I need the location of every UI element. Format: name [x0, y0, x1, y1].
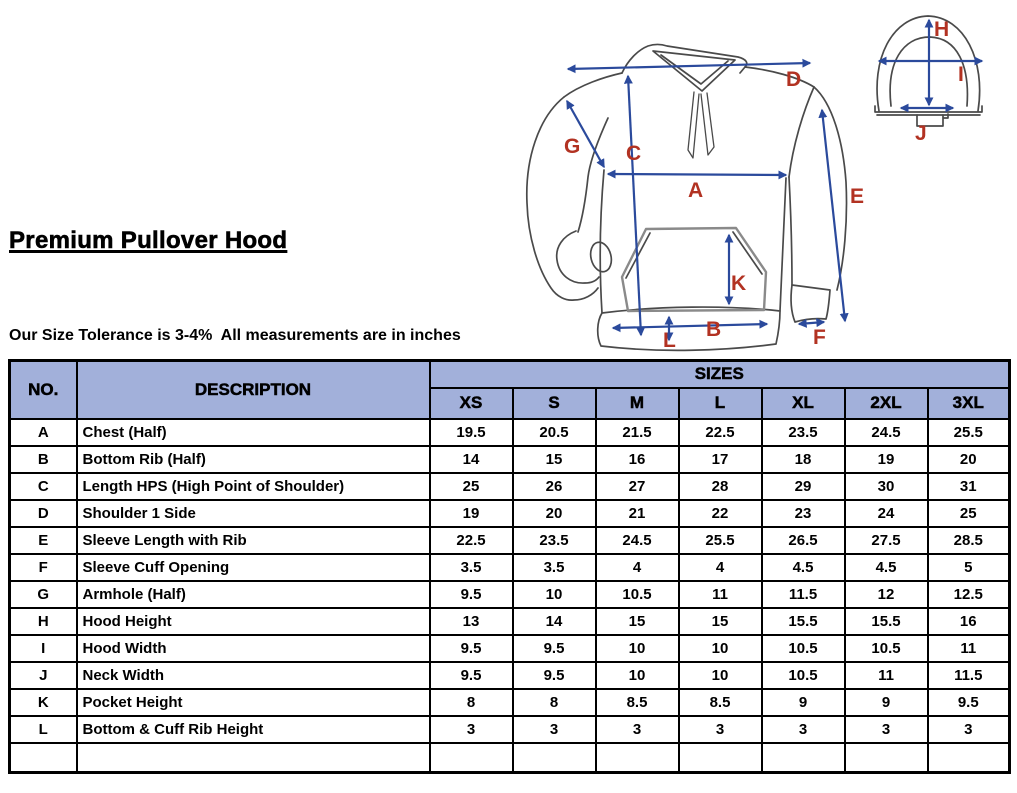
row-letter: F	[10, 554, 77, 581]
row-value: 16	[928, 608, 1010, 635]
row-value: 11	[928, 635, 1010, 662]
row-value: 12.5	[928, 581, 1010, 608]
row-value: 10	[596, 662, 679, 689]
row-value: 26.5	[762, 527, 845, 554]
row-value: 19	[430, 500, 513, 527]
label-i: I	[958, 63, 964, 86]
row-value: 3	[596, 716, 679, 743]
row-value: 24	[845, 500, 928, 527]
row-value: 10	[679, 662, 762, 689]
col-header-l: L	[679, 388, 762, 419]
row-value: 3	[928, 716, 1010, 743]
row-value: 17	[679, 446, 762, 473]
row-value: 20.5	[513, 419, 596, 446]
row-value: 9.5	[430, 662, 513, 689]
table-row	[10, 473, 1010, 500]
arrow-a	[608, 174, 786, 175]
measurement-arrows	[567, 20, 982, 340]
row-value: 25	[928, 500, 1010, 527]
row-value: 9.5	[430, 635, 513, 662]
table-row	[10, 689, 1010, 716]
row-value: 19.5	[430, 419, 513, 446]
row-value: 10	[679, 635, 762, 662]
table-row	[10, 554, 1010, 581]
empty-cell	[596, 743, 679, 773]
label-k: K	[731, 272, 747, 295]
empty-cell	[10, 743, 77, 773]
sizes-title-row	[10, 361, 1010, 388]
row-value: 21.5	[596, 419, 679, 446]
row-value: 4.5	[762, 554, 845, 581]
row-description: Bottom Rib (Half)	[77, 446, 430, 473]
row-description: Armhole (Half)	[77, 581, 430, 608]
row-value: 28.5	[928, 527, 1010, 554]
row-description: Shoulder 1 Side	[77, 500, 430, 527]
col-header-no: NO.	[10, 361, 77, 419]
row-value: 10	[596, 635, 679, 662]
label-b: B	[706, 318, 722, 341]
row-value: 18	[762, 446, 845, 473]
empty-cell	[845, 743, 928, 773]
label-h: H	[934, 18, 950, 41]
row-value: 20	[513, 500, 596, 527]
label-g: G	[564, 135, 581, 158]
row-value: 25	[430, 473, 513, 500]
row-letter: J	[10, 662, 77, 689]
table-row	[10, 716, 1010, 743]
label-c: C	[626, 142, 642, 165]
row-value: 29	[762, 473, 845, 500]
size-table-header	[10, 361, 1010, 419]
row-value: 31	[928, 473, 1010, 500]
table-row	[10, 527, 1010, 554]
label-e: E	[850, 185, 865, 208]
row-description: Pocket Height	[77, 689, 430, 716]
row-value: 23.5	[762, 419, 845, 446]
row-letter: H	[10, 608, 77, 635]
row-value: 25.5	[928, 419, 1010, 446]
row-value: 22.5	[679, 419, 762, 446]
row-value: 3.5	[430, 554, 513, 581]
row-description: Hood Width	[77, 635, 430, 662]
row-description: Neck Width	[77, 662, 430, 689]
row-value: 11	[679, 581, 762, 608]
row-value: 25.5	[679, 527, 762, 554]
row-value: 27.5	[845, 527, 928, 554]
table-row	[10, 419, 1010, 446]
pocket-outline	[622, 228, 766, 311]
row-value: 4	[596, 554, 679, 581]
row-value: 9.5	[430, 581, 513, 608]
row-value: 19	[845, 446, 928, 473]
col-header-description: DESCRIPTION	[77, 361, 430, 419]
row-value: 12	[845, 581, 928, 608]
row-value: 8	[513, 689, 596, 716]
table-row	[10, 581, 1010, 608]
row-value: 15.5	[762, 608, 845, 635]
row-letter: E	[10, 527, 77, 554]
row-value: 3.5	[513, 554, 596, 581]
arrow-b	[613, 324, 767, 328]
row-value: 15.5	[845, 608, 928, 635]
row-value: 8	[430, 689, 513, 716]
row-value: 27	[596, 473, 679, 500]
empty-cell	[430, 743, 513, 773]
table-row	[10, 446, 1010, 473]
row-value: 9	[762, 689, 845, 716]
label-f: F	[813, 326, 826, 349]
table-row	[10, 662, 1010, 689]
row-value: 24.5	[596, 527, 679, 554]
col-header-m: M	[596, 388, 679, 419]
arrow-f	[799, 322, 824, 324]
row-value: 9	[845, 689, 928, 716]
row-value: 15	[596, 608, 679, 635]
row-value: 11.5	[928, 662, 1010, 689]
row-value: 3	[762, 716, 845, 743]
empty-cell	[77, 743, 430, 773]
arrow-c	[628, 76, 641, 335]
row-value: 20	[928, 446, 1010, 473]
empty-cell	[928, 743, 1010, 773]
col-header-xl: XL	[762, 388, 845, 419]
row-value: 3	[430, 716, 513, 743]
tolerance-note: Our Size Tolerance is 3-4% All measurements are in inches	[9, 327, 461, 344]
col-header-xs: XS	[430, 388, 513, 419]
row-value: 21	[596, 500, 679, 527]
row-value: 23	[762, 500, 845, 527]
col-header-s: S	[513, 388, 596, 419]
row-description: Chest (Half)	[77, 419, 430, 446]
row-value: 26	[513, 473, 596, 500]
row-value: 9.5	[928, 689, 1010, 716]
row-description: Sleeve Length with Rib	[77, 527, 430, 554]
row-description: Hood Height	[77, 608, 430, 635]
row-value: 24.5	[845, 419, 928, 446]
arrow-d	[568, 63, 810, 69]
row-value: 4	[679, 554, 762, 581]
row-letter: I	[10, 635, 77, 662]
row-value: 23.5	[513, 527, 596, 554]
row-value: 10.5	[762, 635, 845, 662]
row-value: 3	[679, 716, 762, 743]
label-j: J	[915, 122, 927, 145]
label-a: A	[688, 179, 704, 202]
row-letter: G	[10, 581, 77, 608]
row-letter: L	[10, 716, 77, 743]
row-description: Length HPS (High Point of Shoulder)	[77, 473, 430, 500]
row-value: 8.5	[596, 689, 679, 716]
row-value: 3	[513, 716, 596, 743]
row-value: 4.5	[845, 554, 928, 581]
row-value: 10.5	[845, 635, 928, 662]
row-value: 3	[845, 716, 928, 743]
row-letter: K	[10, 689, 77, 716]
row-value: 30	[845, 473, 928, 500]
row-value: 15	[679, 608, 762, 635]
row-value: 11.5	[762, 581, 845, 608]
col-header-3xl: 3XL	[928, 388, 1010, 419]
row-value: 15	[513, 446, 596, 473]
empty-cell	[679, 743, 762, 773]
table-row	[10, 500, 1010, 527]
row-value: 10.5	[596, 581, 679, 608]
label-l: L	[663, 329, 676, 352]
row-value: 14	[430, 446, 513, 473]
empty-cell	[762, 743, 845, 773]
size-chart-table	[8, 359, 1011, 774]
row-value: 9.5	[513, 662, 596, 689]
row-value: 5	[928, 554, 1010, 581]
row-value: 16	[596, 446, 679, 473]
table-row	[10, 635, 1010, 662]
row-letter: C	[10, 473, 77, 500]
label-d: D	[786, 68, 802, 91]
size-table-body	[10, 419, 1010, 773]
page-title: Premium Pullover Hood	[9, 227, 288, 254]
row-value: 10.5	[762, 662, 845, 689]
empty-cell	[513, 743, 596, 773]
row-letter: D	[10, 500, 77, 527]
row-description: Sleeve Cuff Opening	[77, 554, 430, 581]
sizes-title: SIZES	[430, 361, 1010, 388]
col-header-2xl: 2XL	[845, 388, 928, 419]
row-letter: A	[10, 419, 77, 446]
table-row	[10, 608, 1010, 635]
hoodie-measurement-diagram	[500, 0, 1017, 358]
row-value: 11	[845, 662, 928, 689]
row-value: 22.5	[430, 527, 513, 554]
row-value: 13	[430, 608, 513, 635]
row-value: 28	[679, 473, 762, 500]
row-value: 10	[513, 581, 596, 608]
row-letter: B	[10, 446, 77, 473]
row-value: 14	[513, 608, 596, 635]
row-value: 9.5	[513, 635, 596, 662]
row-description: Bottom & Cuff Rib Height	[77, 716, 430, 743]
row-value: 22	[679, 500, 762, 527]
empty-row	[10, 743, 1010, 773]
row-value: 8.5	[679, 689, 762, 716]
